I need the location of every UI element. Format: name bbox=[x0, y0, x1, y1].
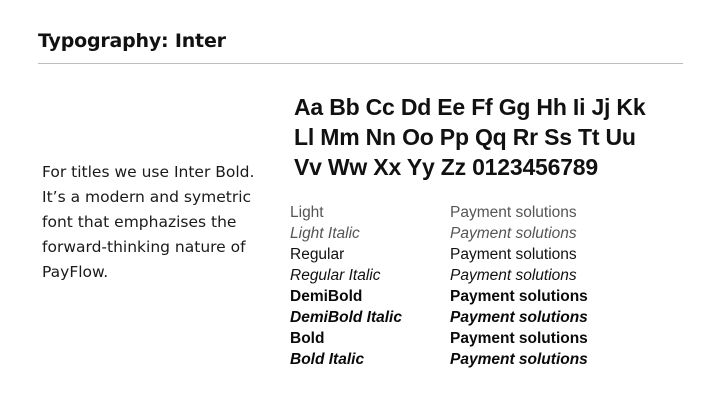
style-name: Light Italic bbox=[290, 225, 360, 242]
style-sample: Payment solutions bbox=[450, 246, 577, 263]
style-sample: Payment solutions bbox=[450, 225, 577, 242]
style-row-bold-italic bbox=[290, 349, 700, 370]
style-sample: Payment solutions bbox=[450, 204, 577, 221]
font-description: For titles we use Inter Bold. It’s a modern and symetric font that emphazises the forward-thinking nature of PayFlow. bbox=[42, 163, 255, 281]
page-title: Typography: Inter bbox=[38, 30, 226, 52]
alphabet-line: Vv Ww Xx Yy Zz 0123456789 bbox=[294, 154, 598, 180]
style-name: DemiBold Italic bbox=[290, 309, 402, 326]
style-name: DemiBold bbox=[290, 288, 363, 305]
alphabet-line: Aa Bb Cc Dd Ee Ff Gg Hh Ii Jj Kk bbox=[294, 94, 646, 120]
style-sample: Payment solutions bbox=[450, 330, 588, 347]
style-row-demibold bbox=[290, 286, 700, 307]
style-name: Regular bbox=[290, 246, 345, 263]
style-sample: Payment solutions bbox=[450, 309, 588, 326]
style-name: Regular Italic bbox=[290, 267, 381, 284]
style-name: Bold bbox=[290, 330, 325, 347]
style-row-demibold-italic bbox=[290, 307, 700, 328]
style-row-bold bbox=[290, 328, 700, 349]
style-sample: Payment solutions bbox=[450, 267, 577, 284]
style-sample: Payment solutions bbox=[450, 351, 588, 368]
style-row-light bbox=[290, 202, 700, 223]
style-name: Bold Italic bbox=[290, 351, 365, 368]
alphabet-line: Ll Mm Nn Oo Pp Qq Rr Ss Tt Uu bbox=[294, 124, 636, 150]
style-row-regular-italic bbox=[290, 265, 700, 286]
style-row-light-italic bbox=[290, 223, 700, 244]
title-divider bbox=[38, 63, 683, 64]
style-name: Light bbox=[290, 204, 324, 221]
style-sample: Payment solutions bbox=[450, 288, 588, 305]
font-style-table bbox=[290, 202, 700, 370]
alphabet-specimen bbox=[294, 92, 704, 182]
style-row-regular bbox=[290, 244, 700, 265]
